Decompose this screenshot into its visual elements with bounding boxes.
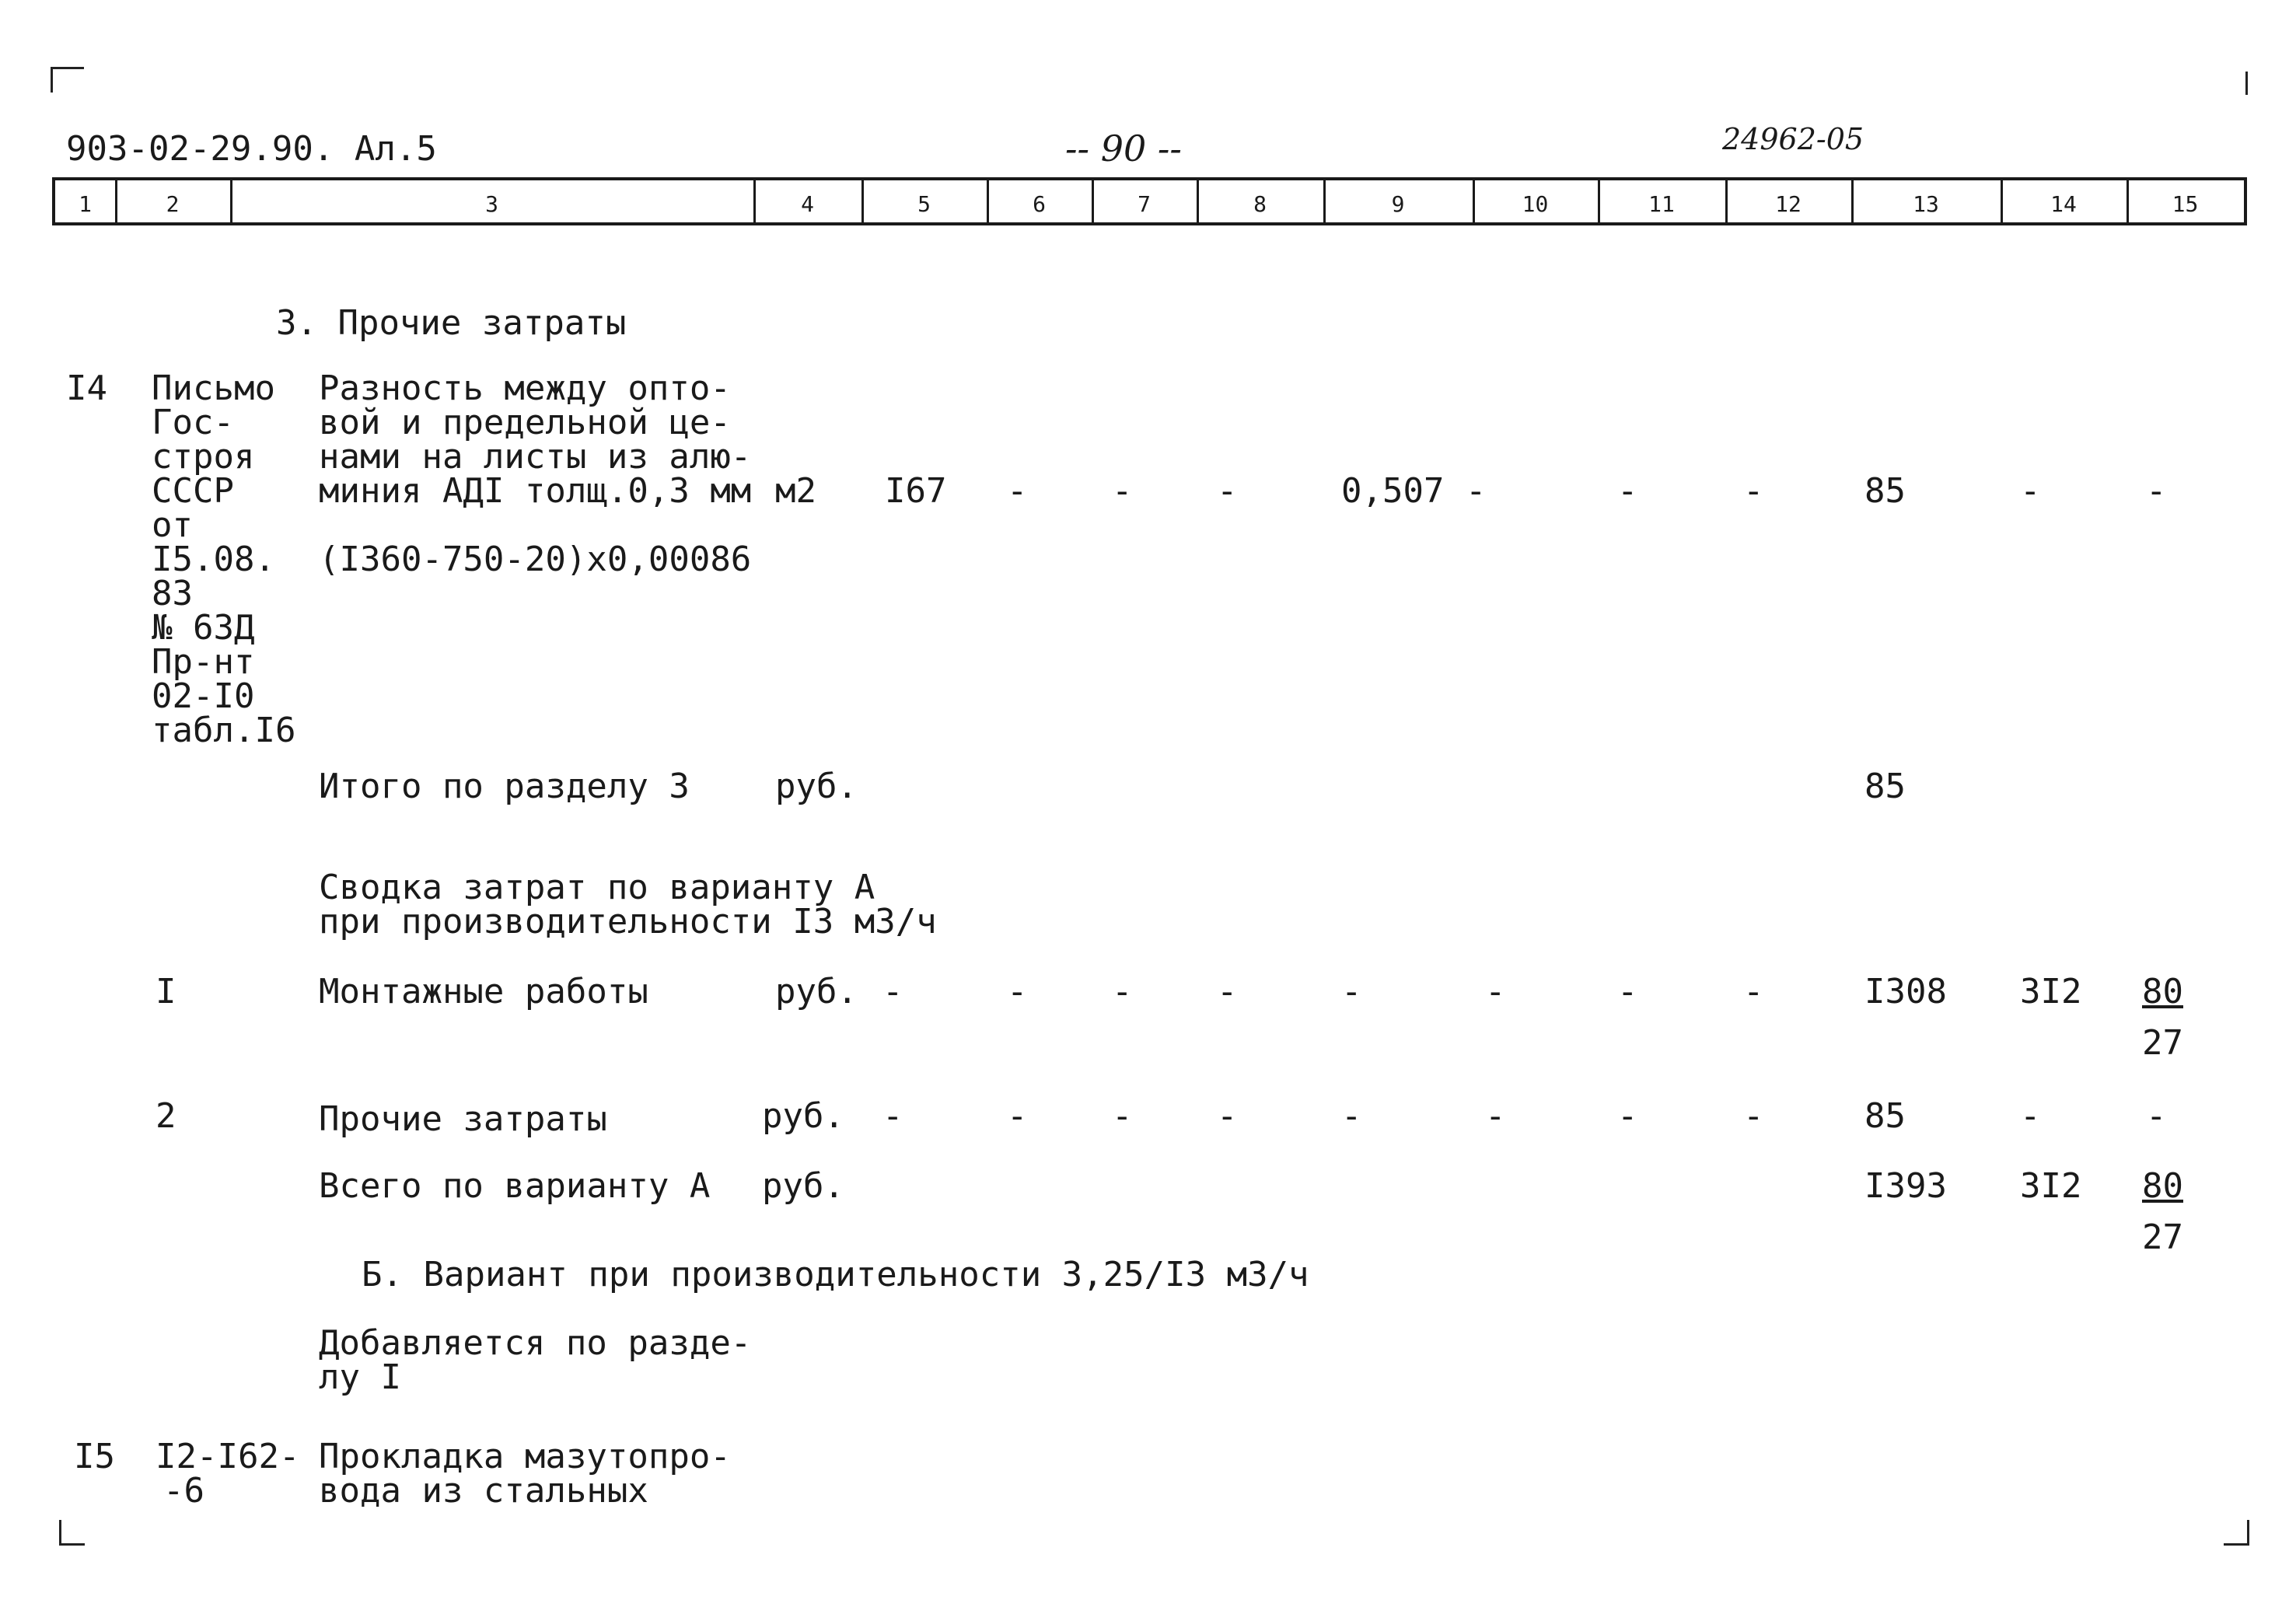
dash: - — [882, 1096, 903, 1136]
column-number: 3 — [485, 191, 498, 217]
source-line: Пр-нт — [152, 642, 255, 682]
document-code: 903-02-29.90. Ал.5 — [66, 129, 437, 169]
cell-col9: 0,507 — [1341, 471, 1445, 511]
dash: - — [1007, 1096, 1028, 1136]
column-number: 13 — [1913, 191, 1939, 217]
column-number: 11 — [1648, 191, 1675, 217]
column-number: 7 — [1138, 191, 1151, 217]
cell-col7: - — [1112, 471, 1133, 511]
dash: - — [1485, 1096, 1506, 1136]
description-line: нами на листы из алю- — [319, 437, 752, 477]
source-line: табл.I6 — [152, 711, 296, 750]
dash: - — [1341, 1096, 1362, 1136]
dash: - — [1743, 1096, 1764, 1136]
section-title: 3. Прочие затраты — [276, 303, 627, 343]
row-number: I5 — [74, 1437, 115, 1476]
cell-col15: - — [2146, 1096, 2167, 1136]
cell-col15-top: 80 — [2142, 972, 2183, 1011]
source-line: Гос- — [152, 403, 234, 442]
source-line: строя — [152, 437, 255, 477]
dash: - — [1617, 1096, 1638, 1136]
description-line: Разность между опто- — [319, 369, 731, 408]
cell-col13: I308 — [1864, 972, 1947, 1011]
dash: - — [1112, 1096, 1133, 1136]
grand-total-unit: руб. — [762, 1166, 844, 1206]
source-line: 02-I0 — [152, 676, 255, 716]
row-number: I4 — [66, 369, 107, 408]
quantity: I67 — [885, 471, 947, 511]
added-line: лу I — [319, 1357, 401, 1397]
summary-row-label: Прочие затраты — [319, 1099, 607, 1139]
corner-mark-bottom-left — [59, 1520, 85, 1546]
cell-col6: - — [1007, 471, 1028, 511]
unit: м2 — [775, 471, 816, 511]
dash: - — [1112, 972, 1133, 1011]
summary-title-line: при производительности I3 м3/ч — [319, 902, 937, 941]
column-number: 2 — [166, 191, 180, 217]
grand-total-col13: I393 — [1864, 1166, 1947, 1206]
column-number: 12 — [1775, 191, 1802, 217]
summary-row-number: 2 — [156, 1096, 176, 1136]
cell-col13: 85 — [1864, 1096, 1906, 1136]
cell-col14: - — [2020, 1096, 2041, 1136]
formula: (I360-750-20)x0,00086 — [319, 540, 752, 579]
dash: - — [1217, 972, 1238, 1011]
dash: - — [882, 972, 903, 1011]
cell-col14: - — [2020, 471, 2041, 511]
dash: - — [1341, 972, 1362, 1011]
source-line: Письмо — [152, 369, 275, 408]
cell-col13: 85 — [1864, 471, 1906, 511]
summary-row-label: Монтажные работы — [319, 972, 648, 1011]
section-total-value: 85 — [1864, 767, 1906, 806]
cell-col10: - — [1466, 471, 1487, 511]
source-line: от — [152, 505, 193, 545]
summary-title-line: Сводка затрат по варианту А — [319, 868, 875, 907]
dash: - — [1217, 1096, 1238, 1136]
column-number: 10 — [1522, 191, 1549, 217]
corner-mark-top-left — [51, 67, 84, 93]
grand-total-col15-top: 80 — [2142, 1166, 2183, 1206]
dash: - — [1743, 972, 1764, 1011]
column-number: 15 — [2172, 191, 2199, 217]
description-line: вода из стальных — [319, 1471, 648, 1511]
section-total-unit: руб. — [775, 767, 858, 806]
cell-col15: - — [2146, 471, 2167, 511]
dash: - — [1007, 972, 1028, 1011]
source-line: I5.08. — [152, 540, 275, 579]
section-total-label: Итого по разделу 3 — [319, 767, 690, 806]
corner-mark-bottom-right — [2224, 1520, 2249, 1546]
column-number: 5 — [917, 191, 931, 217]
source-line: -6 — [163, 1471, 204, 1511]
cell-col14: 3I2 — [2020, 972, 2082, 1011]
inventory-stamp: 24962-05 — [1722, 122, 1864, 156]
description-line: вой и предельной це- — [319, 403, 731, 442]
source-line: № 63Д — [152, 608, 255, 648]
variant-b-title: Б. Вариант при производительности 3,25/I3 м3/ч — [362, 1255, 1309, 1294]
source-line: I2-I62- — [156, 1437, 300, 1476]
cell-col8: - — [1217, 471, 1238, 511]
description-line: миния АДI толщ.0,3 мм — [319, 471, 752, 511]
column-number: 9 — [1391, 191, 1405, 217]
added-line: Добавляется по разде- — [319, 1323, 752, 1363]
column-number: 6 — [1033, 191, 1046, 217]
corner-mark-top-right — [2245, 72, 2248, 95]
cell-col12: - — [1743, 471, 1764, 511]
grand-total-col15-bottom: 27 — [2142, 1217, 2183, 1257]
column-number: 1 — [79, 191, 92, 217]
summary-row-unit: руб. — [762, 1096, 844, 1136]
cell-col11: - — [1617, 471, 1638, 511]
summary-row-number: I — [156, 972, 176, 1011]
source-line: СССР — [152, 471, 234, 511]
column-number: 14 — [2050, 191, 2077, 217]
column-number: 4 — [801, 191, 814, 217]
column-number: 8 — [1253, 191, 1267, 217]
dash: - — [1485, 972, 1506, 1011]
description-line: Прокладка мазутопро- — [319, 1437, 731, 1476]
dash: - — [1617, 972, 1638, 1011]
grand-total-label: Всего по варианту А — [319, 1166, 711, 1206]
cell-col15-bottom: 27 — [2142, 1023, 2183, 1063]
page-number: -- 90 -- — [1065, 128, 1182, 169]
source-line: 83 — [152, 574, 193, 613]
summary-row-unit: руб. — [775, 972, 858, 1011]
grand-total-col14: 3I2 — [2020, 1166, 2082, 1206]
column-number-header — [52, 177, 2247, 225]
